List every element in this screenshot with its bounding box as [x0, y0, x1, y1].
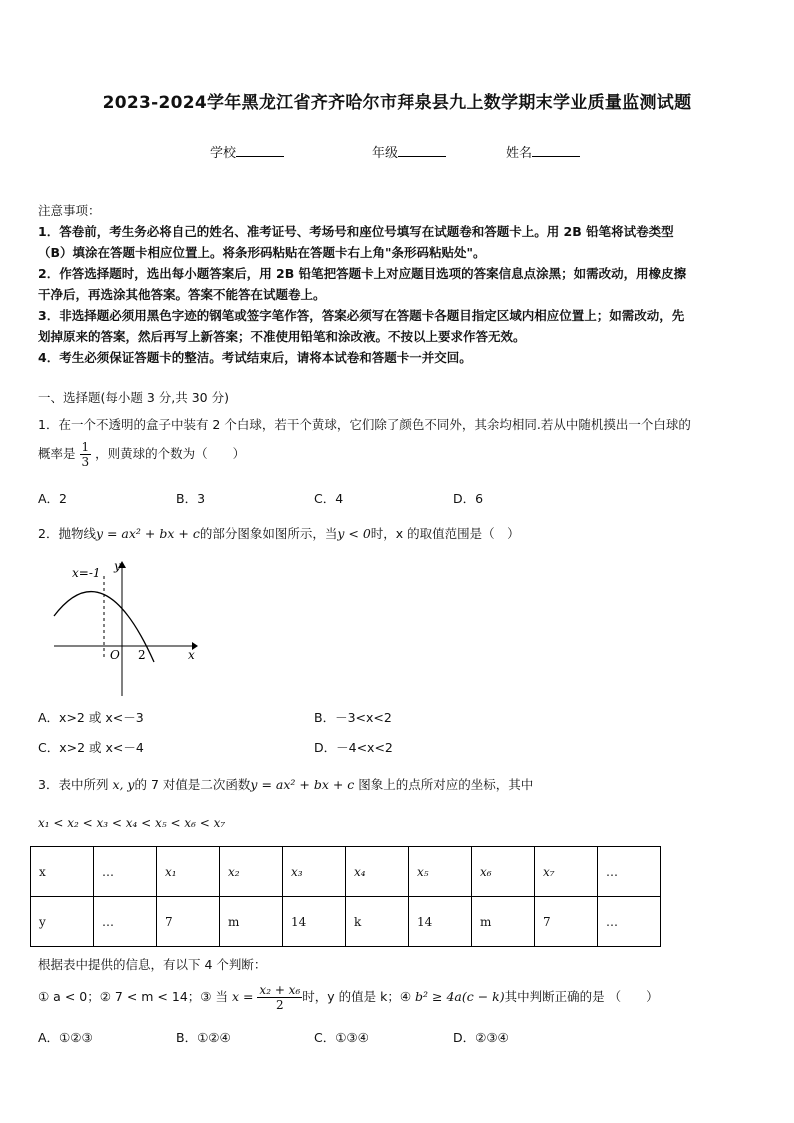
grade-blank: [398, 144, 446, 157]
table-cell: x: [31, 847, 94, 897]
q1-option-b: B．3: [176, 491, 206, 506]
note-item-1b: （B）填涂在答题卡相应位置上。将条形码粘贴在答题卡右上角"条形码粘贴处"。: [38, 245, 486, 260]
table-cell: x₆: [472, 847, 535, 897]
notes-block: [38, 200, 760, 368]
table-cell: …: [598, 897, 661, 947]
q3-fraction: [257, 983, 302, 1012]
q3-ordering: x₁ < x₂ < x₃ < x₄ < x₅ < x₆ < x₇: [38, 816, 226, 830]
table-cell: …: [94, 847, 157, 897]
q2-mid: 的部分图象如图所示，当: [199, 526, 338, 541]
table-cell: x₄: [346, 847, 409, 897]
grade-field: [372, 142, 446, 161]
q2-option-b: B．－3<x<2: [314, 710, 392, 725]
q1-prefix: 概率是: [38, 446, 76, 461]
table-cell: x₂: [220, 847, 283, 897]
origin-label: O: [110, 648, 120, 662]
q3-option-a: A．①②③: [38, 1030, 93, 1045]
note-item-3a: 3．非选择题必须用黑色字迹的钢笔或签字笔作答，答案必须写在答题卡各题目指定区域内相应位置上；如需改动，先: [38, 308, 685, 323]
table-cell: 14: [283, 897, 346, 947]
q1-option-d: D．6: [453, 491, 484, 506]
school-blank: [236, 144, 284, 157]
q3-mid: 的 7 对值是二次函数: [134, 777, 251, 792]
q3-judgment-3: b² ≥ 4a(c − k): [415, 989, 505, 1004]
q3-judgment-2: 时，y 的值是 k；④: [302, 989, 416, 1004]
q2-prefix: 2．抛物线: [38, 526, 96, 541]
q3-stem: [38, 775, 533, 793]
q3-option-c: C．①③④: [314, 1030, 369, 1045]
school-field: [210, 142, 284, 161]
q2-parabola-graph: [50, 558, 200, 698]
q3-prefix: 3．表中所列: [38, 777, 109, 792]
q3-info: 根据表中提供的信息，有以下 4 个判断：: [38, 957, 267, 972]
q3-formula: y = ax² + bx + c: [250, 777, 355, 792]
q3-option-b: B．①②④: [176, 1030, 231, 1045]
table-cell: 7: [157, 897, 220, 947]
q2-option-a: A．x>2 或 x<－3: [38, 710, 144, 725]
q3-judgments: [38, 983, 659, 1012]
q2-option-d: D．－4<x<2: [314, 740, 393, 755]
q3-j-x: x =: [231, 989, 254, 1004]
table-row-x: [31, 847, 661, 897]
q3-suffix: 图象上的点所对应的坐标，其中: [358, 777, 534, 792]
q2-condition: y < 0: [337, 526, 371, 541]
y-axis-label: y: [114, 559, 121, 573]
name-blank: [532, 144, 580, 157]
note-item-4: 4．考生必须保证答题卡的整洁。考试结束后，请将本试卷和答题卡一并交回。: [38, 350, 472, 365]
q1-option-a: A．2: [38, 491, 68, 506]
table-cell: 7: [535, 897, 598, 947]
tick-2-label: 2: [138, 648, 146, 662]
q1-fraction: [80, 440, 92, 469]
table-cell: m: [220, 897, 283, 947]
table-cell: …: [598, 847, 661, 897]
table-cell: x₃: [283, 847, 346, 897]
table-cell: x₁: [157, 847, 220, 897]
note-item-3b: 划掉原来的答案，然后再写上新答案；不准使用铅笔和涂改液。不按以上要求作答无效。: [38, 329, 526, 344]
q2-formula: y = ax² + bx + c: [95, 526, 200, 541]
table-cell: 14: [409, 897, 472, 947]
table-cell: x₅: [409, 847, 472, 897]
grade-label: 年级: [372, 146, 399, 161]
q3-vars: x, y: [112, 777, 135, 792]
q2-option-c: C．x>2 或 x<－4: [38, 740, 144, 755]
q1-line2: [38, 440, 245, 469]
note-item-2a: 2．作答选择题时，选出每小题答案后，用 2B 铅笔把答题卡上对应题目选项的答案信息点涂黑；如需改动，用橡皮擦: [38, 266, 687, 281]
q1-line1: 1．在一个不透明的盒子中装有 2 个白球，若干个黄球，它们除了颜色不同外，其余均相同.若从中随机摸出一个白球的: [38, 417, 691, 432]
q1-option-c: C．4: [314, 491, 344, 506]
note-item-1a: 1．答卷前，考生务必将自己的姓名、准考证号、考场号和座位号填写在试题卷和答题卡上。用 2B 铅笔将试卷类型: [38, 224, 674, 239]
q2-stem: [38, 524, 520, 542]
section-heading: 一、选择题(每小题 3 分,共 30 分): [38, 390, 229, 405]
q2-suffix: 时，x 的取值范围是（ ）: [370, 526, 520, 541]
notes-heading: 注意事项：: [38, 203, 101, 218]
table-cell: x₇: [535, 847, 598, 897]
table-cell: y: [31, 897, 94, 947]
q1-suffix: ，则黄球的个数为（ ）: [95, 446, 246, 461]
q3-option-d: D．②③④: [453, 1030, 509, 1045]
q3-judgment-4: 其中判断正确的是 （ ）: [504, 989, 659, 1004]
q3-frac-den: 2: [276, 998, 284, 1012]
table-cell: m: [472, 897, 535, 947]
q3-value-table: [30, 846, 661, 947]
page-title: 2023-2024学年黑龙江省齐齐哈尔市拜泉县九上数学期末学业质量监测试题: [102, 93, 692, 113]
table-cell: …: [94, 897, 157, 947]
x-axis-label: x: [188, 648, 195, 662]
note-item-2b: 干净后，再选涂其他答案。答案不能答在试题卷上。: [38, 287, 326, 302]
school-label: 学校: [210, 146, 237, 161]
name-field: [506, 142, 580, 161]
q1-frac-den: 3: [81, 455, 90, 469]
table-row-y: [31, 897, 661, 947]
table-cell: k: [346, 897, 409, 947]
q1-frac-num: 1: [81, 440, 90, 454]
name-label: 姓名: [506, 146, 533, 161]
q3-frac-num: x₂ + x₆: [259, 983, 301, 997]
symmetry-label: x=-1: [72, 566, 101, 580]
q3-judgment-1: ① a < 0；② 7 < m < 14；③ 当: [38, 989, 228, 1004]
